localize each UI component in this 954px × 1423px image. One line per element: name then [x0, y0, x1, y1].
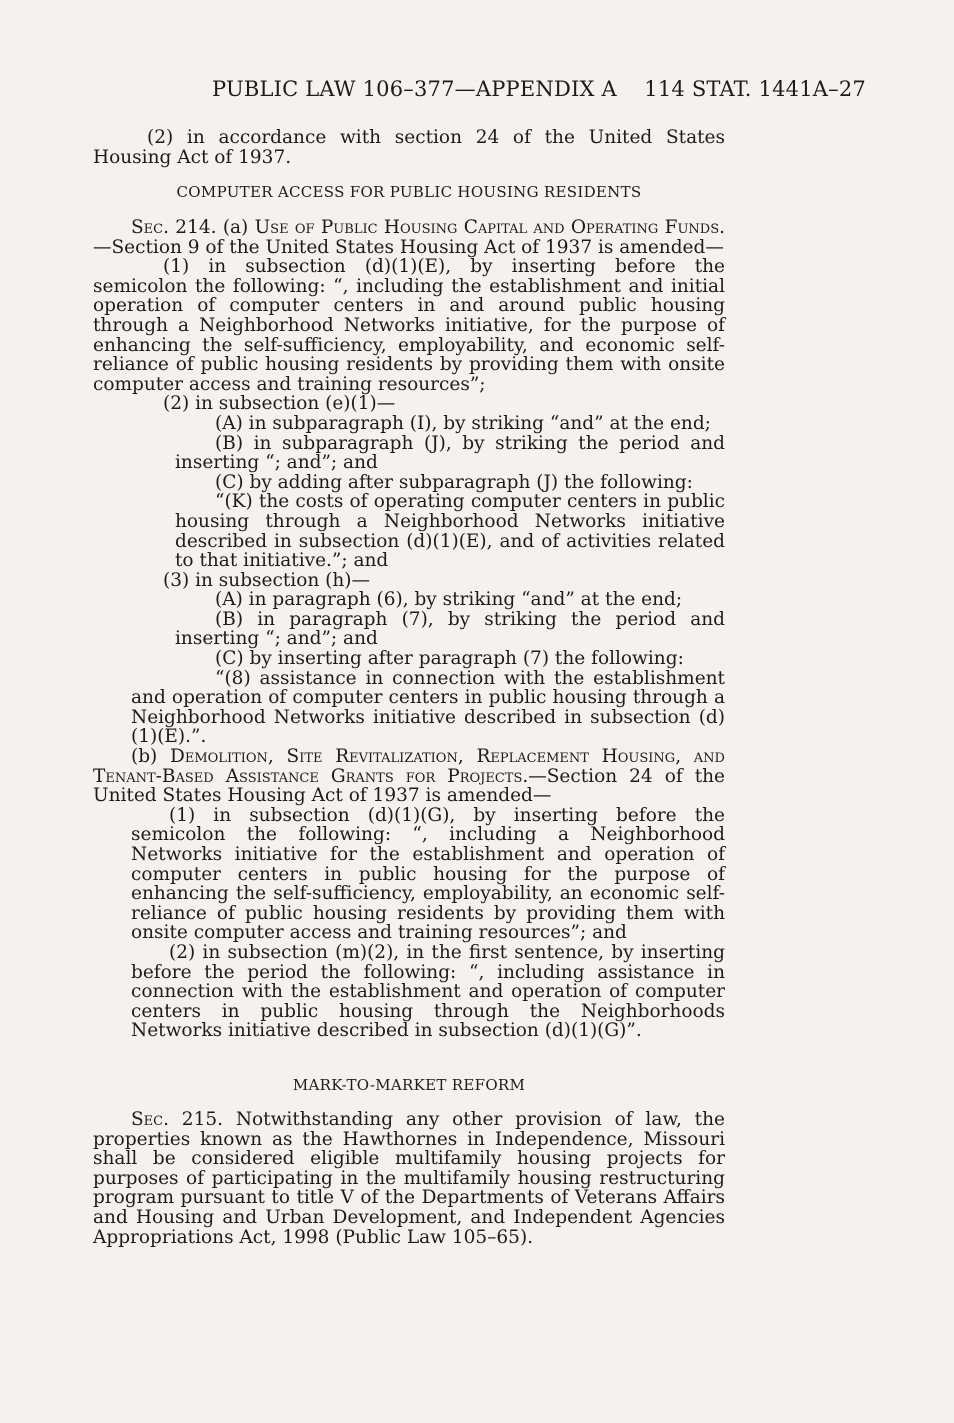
- item-2C: (C) by adding after subparagraph (J) the following:: [215, 471, 693, 493]
- item-3: (3) in subsection (h)—: [163, 569, 370, 591]
- item-1: (1) in subsection (d)(1)(E), by inserting before the semicolon the following: “, including the establishment and initial operation of computer centers in and around public housing through a Neighborhood Networks initiative, for the purpose of enhancing the self-sufficiency, employability, and economic self-reliance of public housing residents by providing them with onsite computer access and training resources”;: [93, 256, 725, 395]
- header-page-number: 114 STAT. 1441A–27: [644, 77, 866, 101]
- item-b1: (1) in subsection (d)(1)(G), by inserting before the semicolon the following: “, including a Neighborhood Networks initiative for the establishment and operation of computer centers in public housing for the purpose of enhancing the self-sufficiency, employability, an economic self-reliance of public housing residents by providing them with onsite computer access and training resources”; and: [131, 804, 725, 944]
- section-caption-computer-access: COMPUTER ACCESS FOR PUBLIC HOUSING RESIDENTS: [176, 183, 642, 201]
- paragraph-2-continuation: (2) in accordance with section 24 of the United States Housing Act of 1937.: [93, 127, 725, 168]
- subsection-b-lead: (b) Demolition, Site Revitalization, Replacement Housing, and Tenant-Based Assistance Grants for Projects.—Section 24 of the United States Housing Act of 1937 is amended—: [93, 746, 725, 807]
- section-caption-mark-to-market: MARK-TO-MARKET REFORM: [292, 1076, 526, 1094]
- item-2A: (A) in subparagraph (I), by striking “and” at the end;: [215, 412, 711, 434]
- item-3A: (A) in paragraph (6), by striking “and” at the end;: [215, 589, 683, 611]
- item-2: (2) in subsection (e)(1)—: [163, 393, 396, 415]
- subsection-b-heading: Demolition, Site Revitalization, Replacement Housing, and Tenant-Based Assistance Grants for Projects.: [93, 746, 725, 787]
- section-214-label: Sec. 214.: [131, 217, 217, 238]
- section-214: [93, 218, 725, 1041]
- header-title: PUBLIC LAW 106–377—APPENDIX A: [212, 77, 617, 101]
- section-215-label: Sec. 215.: [131, 1109, 223, 1130]
- section-215-text: Notwithstanding any other provision of law, the properties known as the Hawthornes in Independence, Missouri shall be considered eligible multifamily housing projects for purposes of participating in the multifamily housing restructuring program pursuant to title V of the Departments of Veterans Affairs and Housing and Urban Development, and Independent Agencies Appropriations Act, 1998 (Public Law 105–65).: [93, 1109, 725, 1248]
- item-2B: (B) in subparagraph (J), by striking the period and inserting “; and”; and: [175, 432, 725, 474]
- item-3-8: “(8) assistance in connection with the establishment and operation of computer centers in public housing through a Neighborhood Networks initiative described in subsection (d)(1)(E).”.: [131, 667, 725, 748]
- item-3C: (C) by inserting after paragraph (7) the following:: [215, 648, 684, 670]
- subsection-a-heading: Use of Public Housing Capital and Operating Funds.: [254, 217, 725, 238]
- item-b2: (2) in subsection (m)(2), in the first sentence, by inserting before the period the following: “, including assistance in connection with the establishment and operation of computer centers in public housing through the Neighborhoods Networks initiative described in subsection (d)(1)(G)”.: [131, 941, 725, 1042]
- running-header: [212, 77, 866, 101]
- item-2K: “(K) the costs of operating computer centers in public housing through a Neighborhood Networks initiative described in subsection (d)(1)(E), and of activities related to that initiative.”; and: [175, 491, 725, 572]
- section-214-lead: Sec. 214. (a) Use of Public Housing Capital and Operating Funds.—Section 9 of the United States Housing Act of 1937 is amended—: [93, 217, 725, 258]
- section-215: [93, 1110, 725, 1247]
- item-3B: (B) in paragraph (7), by striking the period and inserting “; and”; and: [175, 608, 725, 650]
